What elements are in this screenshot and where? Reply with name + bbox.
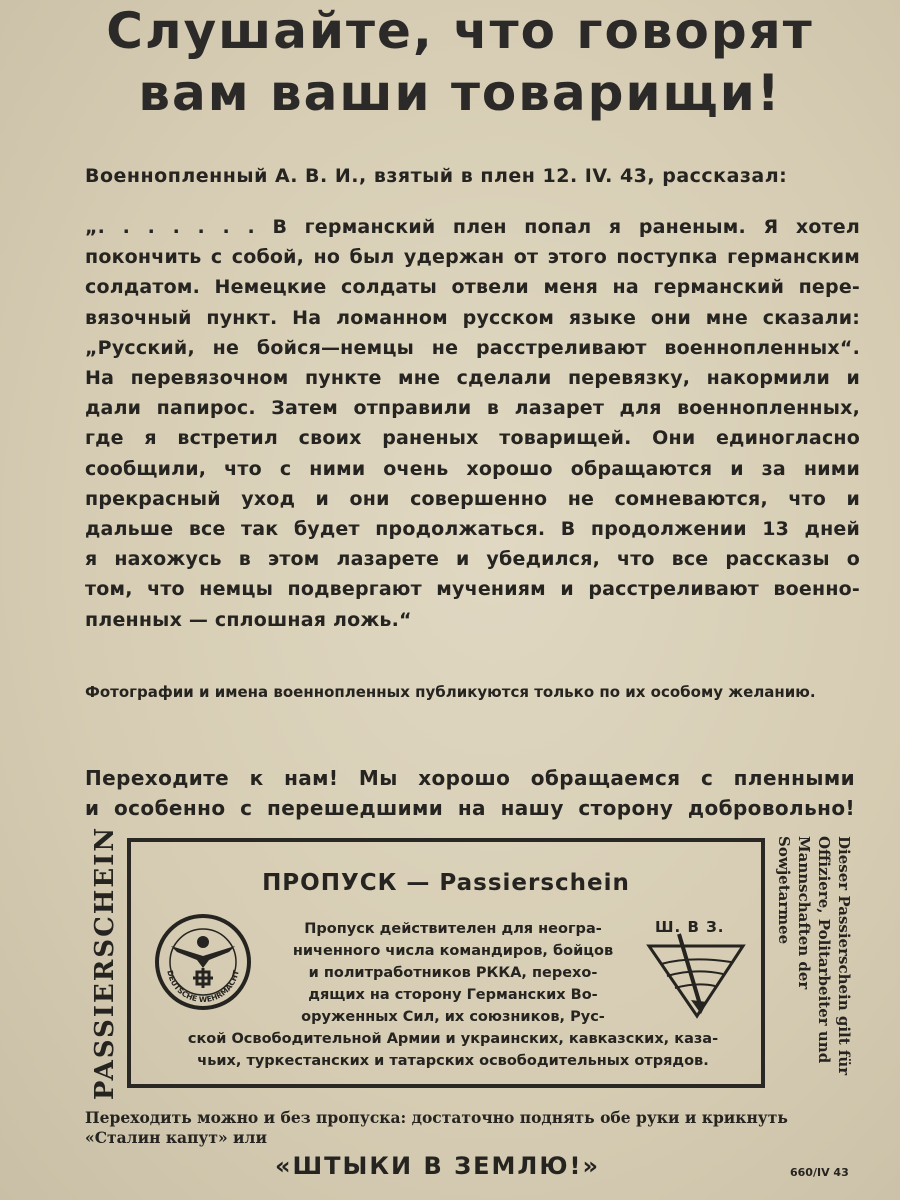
footer-line-1: Переходить можно и без пропуска: достаточно поднять обе руки и крикнуть (85, 1108, 788, 1127)
call-to-action (85, 763, 855, 823)
testimony-line: покончить с собой, но был удержан от этого поступка германским (85, 246, 860, 269)
pass-line: чьих, туркестанских и татарских освободительных отрядов. (197, 1053, 709, 1069)
pass-box (127, 838, 765, 1088)
pass-title: ПРОПУСК — Passierschein (262, 870, 630, 896)
testimony-line: том, что немцы подвергают мучениям и расстреливают военно- (85, 578, 860, 601)
testimony-line: дали папирос. Затем отправили в лазарет для военнопленных, (85, 397, 860, 420)
call-line-1: Переходите к нам! Мы хорошо обращаемся с пленными (85, 766, 855, 790)
testimony-line: дальше все так будет продолжаться. В продолжении 13 дней (85, 518, 860, 541)
pass-line: и политработников РККА, перехо- (308, 965, 598, 981)
print-code: 660/IV 43 (790, 1166, 849, 1179)
title-line-1: Слушайте, что говорят (106, 2, 814, 60)
testimony-text (85, 212, 860, 635)
testimony-line: сообщили, что с ними очень хорошо обращаются и за ними (85, 457, 860, 480)
testimony-line: На перевязочном пункте мне сделали перевязку, накормили и (85, 367, 860, 390)
slogan: «ШТЫКИ В ЗЕМЛЮ!» (275, 1152, 600, 1180)
pass-validity-vertical-text: Dieser Passierschein gilt für Offiziere, Politarbeiter und Mannschaften der Sowjetarmee (775, 836, 853, 1076)
testimony-line: я нахожусь в этом лазарете и убедился, что все рассказы о (85, 548, 860, 571)
testimony-line: солдатом. Немецкие солдаты отвели меня на германский пере- (85, 276, 860, 299)
intro-line: Военнопленный А. В. И., взятый в плен 12. IV. 43, рассказал: (85, 165, 788, 187)
testimony-line: пленных — сплошная ложь.“ (85, 608, 412, 631)
footer-line-2: «Сталин капут» или (85, 1128, 267, 1147)
photo-note: Фотографии и имена военнопленных публикуются только по их особому желанию. (85, 683, 816, 701)
page-title (40, 0, 880, 124)
testimony-line: „. . . . . . . В германский плен попал я раненым. Я хотел (85, 216, 860, 238)
footer-instruction (85, 1108, 855, 1148)
testimony-line: вязочный пункт. На ломанном русском языке они мне сказали: (85, 306, 860, 329)
testimony-line: прекрасный уход и они совершенно не сомневаются, что и (85, 487, 860, 510)
passierschein-vertical-label: PASSIERSCHEIN (90, 825, 120, 1100)
title-line-2: вам ваши товарищи! (138, 64, 782, 122)
testimony-line: где я встретил своих раненых товарищей. Они единогласно (85, 427, 860, 450)
pass-line: ниченного числа командиров, бойцов (292, 943, 614, 959)
call-line-2: и особенно с перешедшими на нашу сторону добровольно! (85, 796, 855, 820)
testimony-line: „Русский, не бойся—немцы не расстреливают военнопленных“. (85, 336, 860, 359)
pass-line: оруженных Сил, их союзников, Рус- (301, 1009, 605, 1025)
pass-line: дящих на сторону Германских Во- (308, 987, 598, 1003)
pass-line: Пропуск действителен для неогра- (304, 921, 602, 937)
pass-line: ской Освободительной Армии и украинских, кавказских, каза- (187, 1031, 719, 1047)
seal-text: DEUTSCHE WEHRMACHT (165, 969, 241, 1005)
emblem-text: Ш. В З. (655, 918, 725, 936)
